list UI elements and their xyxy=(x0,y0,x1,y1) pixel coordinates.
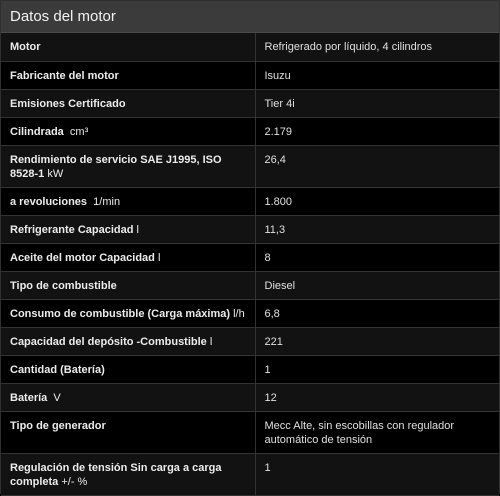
row-value: 1 xyxy=(255,453,499,495)
row-label: Emisiones Certificado xyxy=(1,89,255,117)
table-row xyxy=(1,411,499,453)
table-row xyxy=(1,271,499,299)
engine-specs-table xyxy=(1,33,499,496)
row-value: 8 xyxy=(255,243,499,271)
table-row xyxy=(1,327,499,355)
row-value: 6,8 xyxy=(255,299,499,327)
table-row xyxy=(1,187,499,215)
row-unit: l/h xyxy=(233,307,245,320)
row-label: Fabricante del motor xyxy=(1,61,255,89)
row-label: Tipo de generador xyxy=(1,411,255,453)
row-value: Mecc Alte, sin escobillas con regulador automático de tensión xyxy=(255,411,499,453)
row-label: Motor xyxy=(1,33,255,61)
row-unit: +/- % xyxy=(61,475,88,488)
table-row xyxy=(1,453,499,495)
row-value: 221 xyxy=(255,327,499,355)
row-label: Aceite del motor Capacidad l xyxy=(1,243,255,271)
table-row xyxy=(1,61,499,89)
row-value: Diesel xyxy=(255,271,499,299)
table-row xyxy=(1,33,499,61)
row-unit: l xyxy=(157,251,161,264)
table-row xyxy=(1,215,499,243)
row-unit: kW xyxy=(47,167,64,180)
row-unit: 1/min xyxy=(93,195,121,208)
row-label: a revoluciones 1/min xyxy=(1,187,255,215)
row-label: Tipo de combustible xyxy=(1,271,255,299)
table-row xyxy=(1,299,499,327)
row-value: 11,3 xyxy=(255,215,499,243)
row-value: 1.800 xyxy=(255,187,499,215)
row-label: Capacidad del depósito -Combustible l xyxy=(1,327,255,355)
row-unit: cm³ xyxy=(69,125,89,138)
row-value: Tier 4i xyxy=(255,89,499,117)
row-label: Refrigerante Capacidad l xyxy=(1,215,255,243)
row-value: Isuzu xyxy=(255,61,499,89)
row-label: Regulación de tensión Sin carga a carga completa +/- % xyxy=(1,453,255,495)
panel-title: Datos del motor xyxy=(1,1,499,33)
row-value: Refrigerado por líquido, 4 cilindros xyxy=(255,33,499,61)
row-unit: l xyxy=(136,223,139,236)
row-unit: l xyxy=(209,335,213,348)
row-unit: V xyxy=(53,391,61,404)
table-row xyxy=(1,145,499,187)
table-row xyxy=(1,117,499,145)
table-row xyxy=(1,243,499,271)
row-label: Consumo de combustible (Carga máxima) l/h xyxy=(1,299,255,327)
row-label: Rendimiento de servicio SAE J1995, ISO 8528-1 kW xyxy=(1,145,255,187)
table-row xyxy=(1,89,499,117)
row-value: 2.179 xyxy=(255,117,499,145)
row-value: 12 xyxy=(255,383,499,411)
row-label: Batería V xyxy=(1,383,255,411)
table-row xyxy=(1,383,499,411)
row-value: 26,4 xyxy=(255,145,499,187)
row-value: 1 xyxy=(255,355,499,383)
row-label: Cantidad (Batería) xyxy=(1,355,255,383)
row-label: Cilindrada cm³ xyxy=(1,117,255,145)
table-row xyxy=(1,355,499,383)
